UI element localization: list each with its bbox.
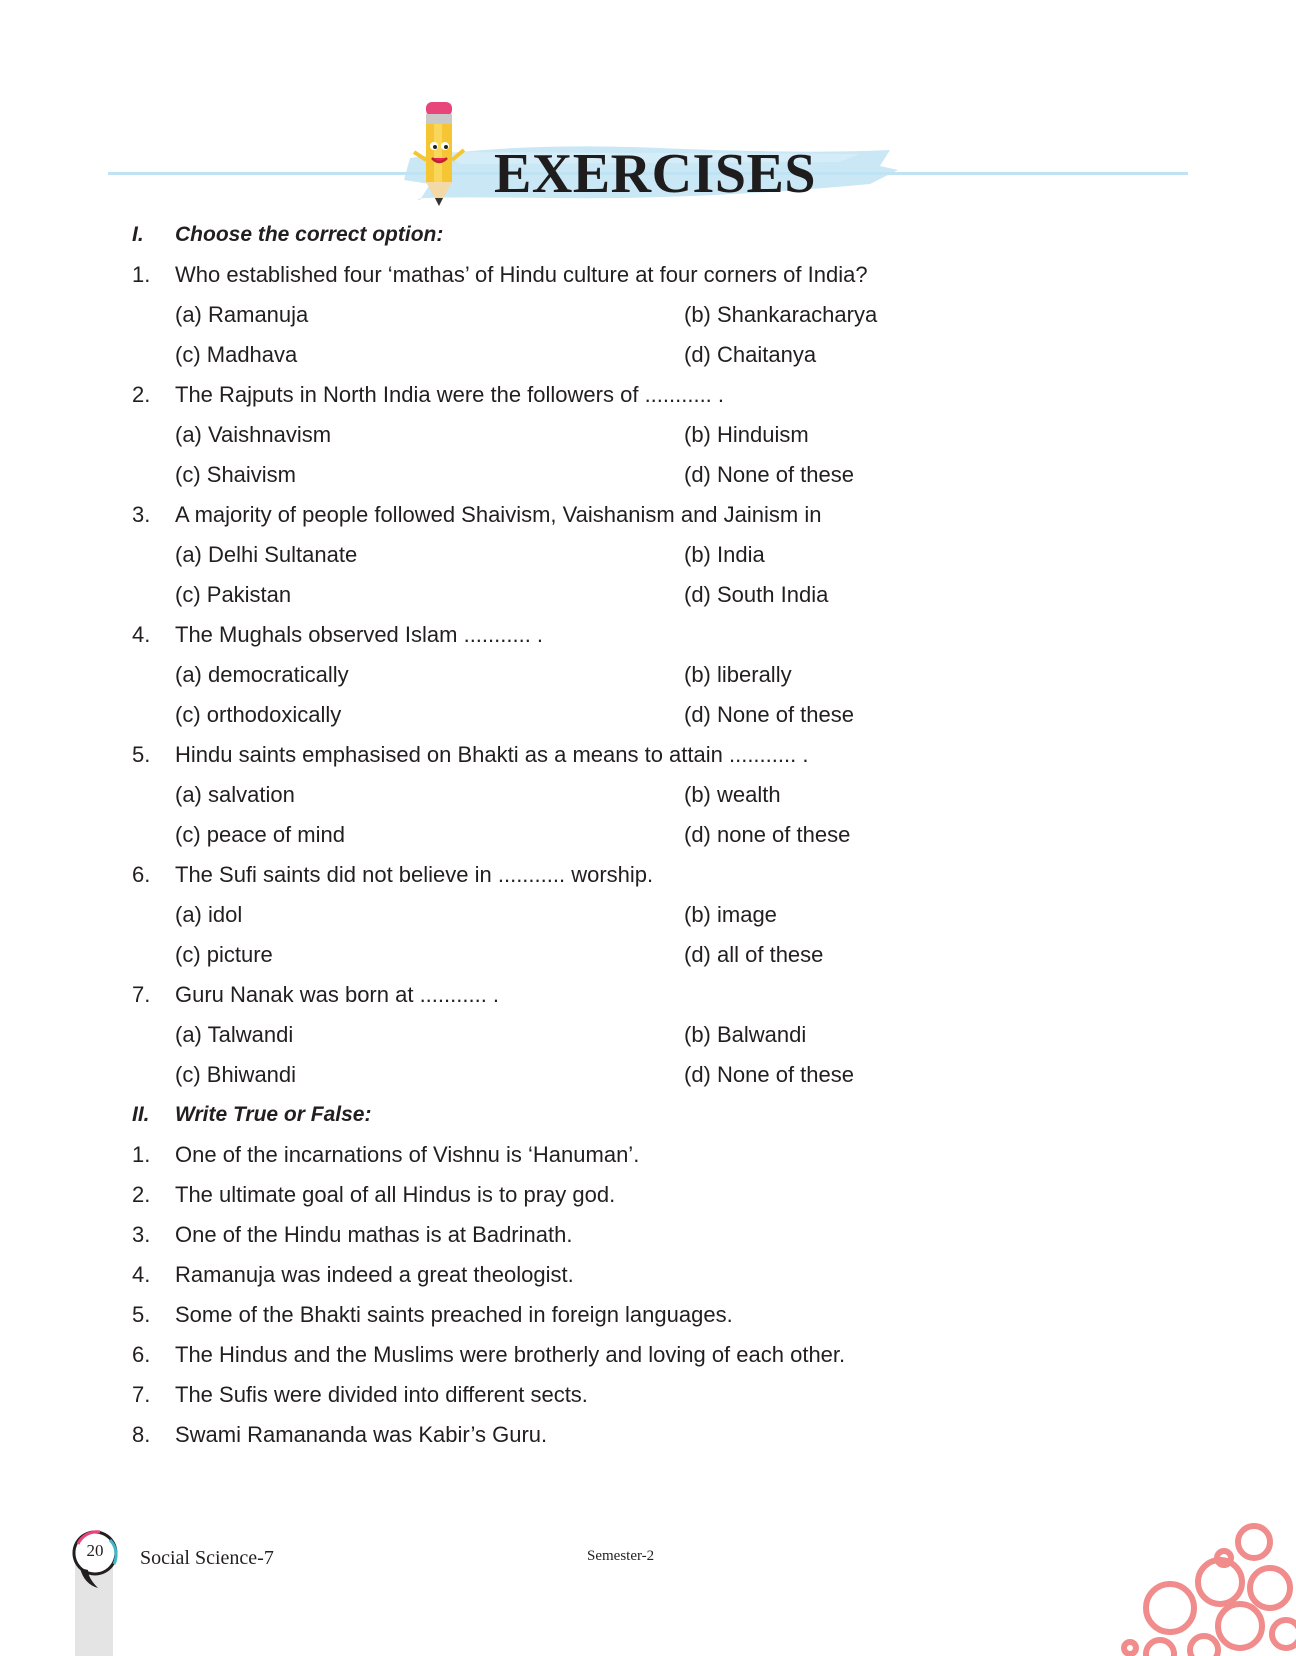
option-d: (d) all of these — [684, 942, 824, 967]
option-row — [0, 695, 1296, 735]
option-row — [0, 655, 1296, 695]
statement-number: 1. — [132, 1142, 151, 1167]
question — [0, 615, 1296, 655]
question-number: 1. — [132, 262, 151, 287]
question-number: 4. — [132, 622, 151, 647]
option-b: (b) wealth — [684, 782, 781, 807]
statement-text: Swami Ramananda was Kabir’s Guru. — [175, 1422, 548, 1447]
page-number: 20 — [86, 1541, 104, 1560]
question — [0, 975, 1296, 1015]
question — [0, 855, 1296, 895]
option-row — [0, 935, 1296, 975]
statement — [0, 1295, 1296, 1335]
statement — [0, 1135, 1296, 1175]
statement-text: Some of the Bhakti saints preached in foreign languages. — [175, 1302, 733, 1327]
option-c: (c) picture — [175, 942, 273, 967]
page-title: EXERCISES — [494, 143, 816, 205]
statement-number: 8. — [132, 1422, 151, 1447]
option-d: (d) None of these — [684, 462, 854, 487]
statement-text: Ramanuja was indeed a great theologist. — [175, 1262, 574, 1287]
option-row — [0, 815, 1296, 855]
question — [0, 255, 1296, 295]
option-a: (a) Talwandi — [175, 1022, 294, 1047]
option-c: (c) peace of mind — [175, 822, 345, 847]
statement — [0, 1415, 1296, 1455]
option-row — [0, 1015, 1296, 1055]
question-text: A majority of people followed Shaivism, Vaishanism and Jainism in — [175, 502, 822, 527]
question-text: Hindu saints emphasised on Bhakti as a means to attain ........... . — [175, 742, 809, 767]
question-number: 2. — [132, 382, 151, 407]
semester-label: Semester-2 — [587, 1548, 655, 1564]
option-c: (c) Pakistan — [175, 582, 292, 607]
option-row — [0, 295, 1296, 335]
statement — [0, 1335, 1296, 1375]
statement-number: 2. — [132, 1182, 151, 1207]
option-row — [0, 535, 1296, 575]
statement-text: One of the incarnations of Vishnu is ‘Hanuman’. — [175, 1142, 640, 1167]
question-text: The Sufi saints did not believe in ........... worship. — [175, 862, 654, 887]
question-number: 7. — [132, 982, 151, 1007]
option-b: (b) Shankaracharya — [684, 302, 878, 327]
section-title: Choose the correct option: — [175, 223, 444, 246]
statement-number: 6. — [132, 1342, 151, 1367]
option-c: (c) orthodoxically — [175, 702, 342, 727]
option-row — [0, 895, 1296, 935]
bubble-ring-decoration — [1120, 1518, 1296, 1656]
question-text: Guru Nanak was born at ........... . — [175, 982, 500, 1007]
statement-number: 7. — [132, 1382, 151, 1407]
statement-text: One of the Hindu mathas is at Badrinath. — [175, 1222, 573, 1247]
question — [0, 735, 1296, 775]
option-row — [0, 1055, 1296, 1095]
exercise-content — [0, 215, 1296, 1455]
book-title: Social Science-7 — [140, 1547, 274, 1569]
statement-number: 5. — [132, 1302, 151, 1327]
option-row — [0, 575, 1296, 615]
option-b: (b) Balwandi — [684, 1022, 807, 1047]
option-b: (b) India — [684, 542, 765, 567]
option-b: (b) Hinduism — [684, 422, 809, 447]
option-a: (a) Ramanuja — [175, 302, 309, 327]
question-number: 5. — [132, 742, 151, 767]
option-d: (d) Chaitanya — [684, 342, 817, 367]
option-c: (c) Shaivism — [175, 462, 297, 487]
option-b: (b) liberally — [684, 662, 792, 687]
statement-text: The ultimate goal of all Hindus is to pray god. — [175, 1182, 616, 1207]
option-a: (a) Vaishnavism — [175, 422, 332, 447]
question-number: 3. — [132, 502, 151, 527]
question-text: The Mughals observed Islam ........... . — [175, 622, 544, 647]
statement-text: The Hindus and the Muslims were brotherly and loving of each other. — [175, 1342, 846, 1367]
question — [0, 375, 1296, 415]
question-number: 6. — [132, 862, 151, 887]
pencil-mascot-icon — [410, 100, 470, 210]
statement — [0, 1175, 1296, 1215]
section-title: Write True or False: — [175, 1103, 372, 1126]
question-text: The Rajputs in North India were the followers of ........... . — [175, 382, 725, 407]
option-d: (d) none of these — [684, 822, 851, 847]
option-a: (a) idol — [175, 902, 243, 927]
option-d: (d) South India — [684, 582, 829, 607]
option-d: (d) None of these — [684, 1062, 854, 1087]
question-text: Who established four ‘mathas’ of Hindu culture at four corners of India? — [175, 262, 868, 287]
statement-number: 4. — [132, 1262, 151, 1287]
option-a: (a) democratically — [175, 662, 349, 687]
option-c: (c) Madhava — [175, 342, 298, 367]
statement — [0, 1375, 1296, 1415]
section-heading — [0, 215, 1296, 255]
section-heading — [0, 1095, 1296, 1135]
option-b: (b) image — [684, 902, 777, 927]
statement-number: 3. — [132, 1222, 151, 1247]
option-a: (a) Delhi Sultanate — [175, 542, 358, 567]
option-c: (c) Bhiwandi — [175, 1062, 297, 1087]
option-row — [0, 775, 1296, 815]
section-number: II. — [132, 1103, 150, 1126]
statement-text: The Sufis were divided into different sects. — [175, 1382, 588, 1407]
option-row — [0, 455, 1296, 495]
option-row — [0, 415, 1296, 455]
exercises-header — [0, 0, 1296, 220]
statement — [0, 1255, 1296, 1295]
option-row — [0, 335, 1296, 375]
statement — [0, 1215, 1296, 1255]
option-a: (a) salvation — [175, 782, 295, 807]
option-d: (d) None of these — [684, 702, 854, 727]
question — [0, 495, 1296, 535]
section-number: I. — [132, 223, 144, 246]
